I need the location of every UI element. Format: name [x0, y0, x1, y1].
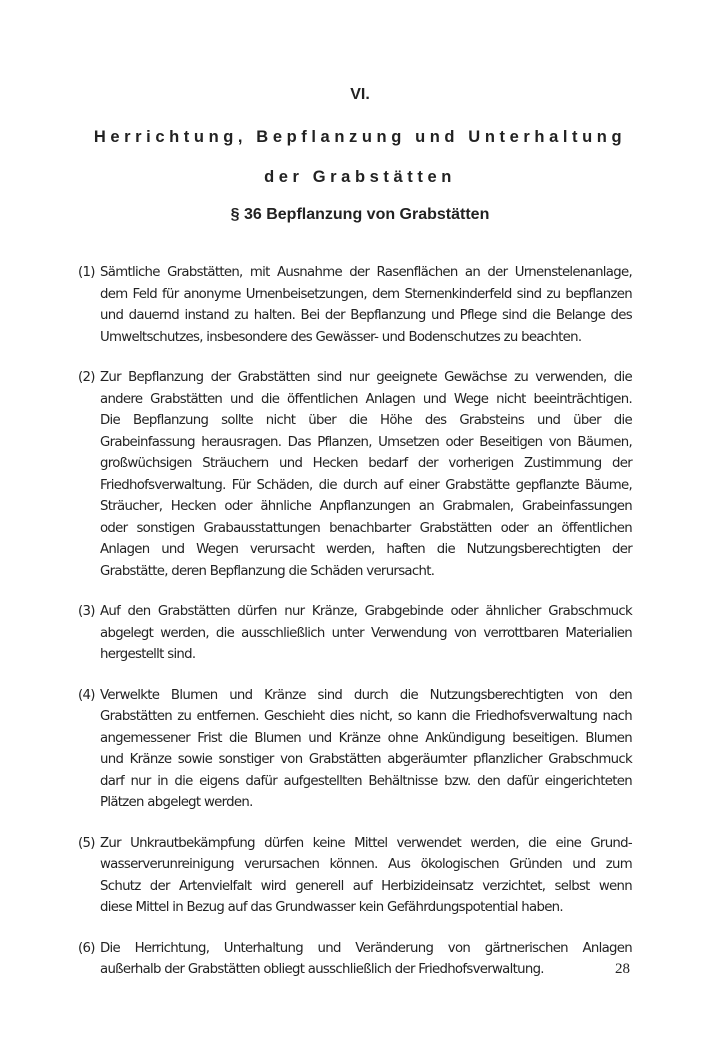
chapter-title-line-2: der Grabstätten	[264, 168, 456, 186]
paragraph-number: (6)	[78, 940, 95, 956]
paragraph-line: diese Mittel in Bezug auf das Grundwasser kein Gefährdungspotential haben.	[100, 900, 563, 915]
paragraph-number: (1)	[78, 265, 95, 280]
paragraph-line: Friedhofsverwaltung. Für Schäden, die durch auf einer Grabstätte gepflanzte Bäume,	[100, 477, 632, 493]
paragraph-line: Anlagen und Wegen verursacht werden, haften die Nutzungsberechtigten der	[100, 542, 632, 557]
paragraph-line: andere Grabstätten und die öffentlichen Anlagen und Wege nicht beeinträchtigen.	[100, 391, 632, 407]
paragraph-line: Umweltschutzes, insbesondere des Gewässer- und Bodenschutzes zu beachten.	[100, 329, 582, 345]
paragraph-line: Grabeinfassung herausragen. Das Pflanzen, Umsetzen oder Beseitigen von Bäumen,	[100, 434, 632, 450]
paragraph-line: Schutz der Artenvielfalt wird generell auf Herbizideinsatz verzichtet, selbst wenn	[100, 878, 632, 894]
paragraph-line: Grabstätten zu entfernen. Geschieht dies nicht, so kann die Friedhofsverwaltung nach	[100, 709, 632, 724]
paragraph-line: angemessener Frist die Blumen und Kränze ohne Ankündigung beseitigen. Blumen	[100, 730, 632, 746]
paragraph-line: Zur Bepflanzung der Grabstätten sind nur geeignete Gewächse zu verwenden, die	[100, 370, 632, 385]
paragraph	[78, 938, 632, 981]
paragraph-line: hergestellt sind.	[100, 647, 196, 662]
paragraph	[78, 262, 632, 348]
paragraph-number: (4)	[78, 687, 95, 703]
paragraph-line: Auf den Grabstätten dürfen nur Kränze, Grabgebinde oder ähnlicher Grabschmuck	[100, 604, 632, 619]
paragraph-line: Sämtliche Grabstätten, mit Ausnahme der Rasenflächen an der Urnenstelenanlage,	[100, 265, 632, 280]
paragraph-line: abgelegt werden, die ausschließlich unter Verwendung von verrottbaren Materialien	[100, 625, 632, 641]
paragraph-line: Die Bepflanzung sollte nicht über die Höhe des Grabsteins und über die	[100, 413, 632, 428]
section-heading: § 36 Bepflanzung von Grabstätten	[230, 206, 490, 223]
paragraph-line: und dauernd instand zu halten. Bei der Bepflanzung und Pflege sind die Belange des	[100, 308, 632, 323]
paragraph-line: oder sonstigen Grabausstattungen benachbarter Grabstätten oder an öffentlichen	[100, 520, 632, 536]
paragraph	[78, 833, 632, 919]
paragraph-line: Sträucher, Hecken oder ähnliche Anpflanzungen an Grabmalen, Grabeinfassungen	[100, 499, 632, 514]
chapter-number: VI.	[350, 86, 370, 103]
paragraph-line: darf nur in die eigens dafür aufgestellten Behältnisse bzw. den dafür eingerichteten	[100, 773, 632, 789]
paragraph-line: Zur Unkrautbekämpfung dürfen keine Mittel verwendet werden, die eine Grund-	[100, 835, 632, 851]
paragraph-line: wasserverunreinigung verursachen können. Aus ökologischen Gründen und zum	[100, 857, 632, 872]
paragraph-number: (5)	[78, 835, 95, 851]
chapter-title-line-1: Herrichtung, Bepflanzung und Unterhaltung	[93, 128, 627, 146]
paragraph-line: Die Herrichtung, Unterhaltung und Veränderung von gärtnerischen Anlagen	[100, 940, 632, 956]
paragraph-number: (2)	[78, 370, 95, 385]
page-number: 28	[615, 961, 630, 977]
paragraph-list	[78, 262, 632, 1000]
paragraph	[78, 367, 632, 582]
paragraph-line: außerhalb der Grabstätten obliegt ausschließlich der Friedhofsverwaltung.	[100, 962, 544, 977]
paragraph-line: und Kränze sowie sonstiger von Grabstätten abgeräumter pflanzlicher Grabschmuck	[100, 752, 632, 767]
paragraph-line: Verwelkte Blumen und Kränze sind durch die Nutzungsberechtigten von den	[100, 687, 632, 703]
paragraph	[78, 685, 632, 814]
paragraph-line: Grabstätte, deren Bepflanzung die Schäden verursacht.	[100, 563, 435, 579]
paragraph-line: Plätzen abgelegt werden.	[100, 795, 253, 810]
paragraph	[78, 601, 632, 666]
paragraph-line: großwüchsigen Sträuchern und Hecken bedarf der vorherigen Zustimmung der	[100, 456, 632, 471]
paragraph-line: dem Feld für anonyme Urnenbeisetzungen, dem Sternenkinderfeld sind zu bepflanzen	[100, 286, 632, 302]
paragraph-number: (3)	[78, 604, 95, 619]
